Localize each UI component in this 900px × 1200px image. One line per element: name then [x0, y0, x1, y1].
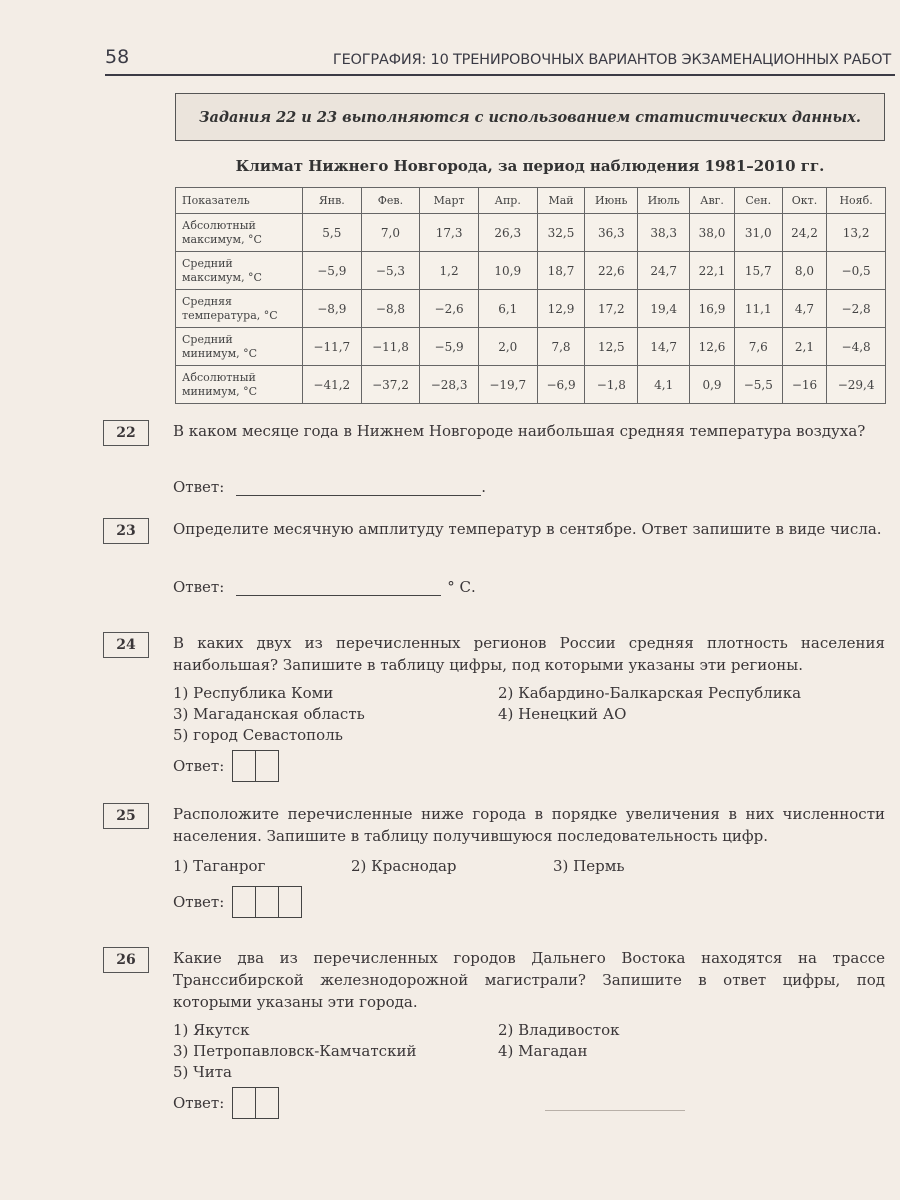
task-text: Расположите перечисленные ниже города в порядке увеличения в них численности населения. Запишите в таблицу получившуюся последовательность цифр. [173, 805, 885, 845]
table-cell: −41,2 [303, 366, 362, 404]
answer-cell[interactable] [233, 1088, 256, 1118]
row-label [176, 290, 303, 328]
column-header-month: Март [420, 188, 479, 214]
table-cell: 4,1 [638, 366, 690, 404]
table-cell: −8,8 [361, 290, 420, 328]
task-22 [103, 420, 893, 510]
table-cell: 38,3 [638, 214, 690, 252]
table-cell: 38,0 [690, 214, 735, 252]
answer-label: Ответ: [173, 478, 225, 496]
answer-input-line[interactable] [236, 579, 441, 596]
options-list [173, 1019, 885, 1089]
answer-label: Ответ: [173, 1094, 225, 1112]
column-header-month: Авг. [690, 188, 735, 214]
options-list [173, 682, 885, 752]
table-cell: 16,9 [690, 290, 735, 328]
row-label-line1: Абсолютный [182, 218, 256, 232]
task-number: 25 [103, 803, 149, 829]
table-cell: −11,8 [361, 328, 420, 366]
table-cell: 17,2 [585, 290, 638, 328]
column-header-month: Май [537, 188, 585, 214]
answer-cell[interactable] [233, 751, 256, 781]
table-cell: 17,3 [420, 214, 479, 252]
table-cell: −1,8 [585, 366, 638, 404]
table-cell: 24,7 [638, 252, 690, 290]
table-row [176, 366, 886, 404]
task-text: Определите месячную амплитуду температур в сентябре. Ответ запишите в виде числа. [173, 520, 882, 538]
answer-row [173, 478, 486, 496]
table-cell: 7,6 [734, 328, 782, 366]
answer-cells [232, 886, 302, 918]
answer-label: Ответ: [173, 578, 225, 596]
row-label [176, 252, 303, 290]
table-cell: 18,7 [537, 252, 585, 290]
options-list [173, 855, 885, 879]
column-header-month: Апр. [478, 188, 537, 214]
table-cell: 11,1 [734, 290, 782, 328]
option-item: 3) Магаданская область [173, 705, 365, 723]
row-label-line2: максимум, °С [182, 232, 262, 246]
answer-cells [232, 750, 279, 782]
column-header-month: Сен. [734, 188, 782, 214]
option-item: 4) Магадан [498, 1042, 588, 1060]
table-cell: 19,4 [638, 290, 690, 328]
table-cell: 24,2 [782, 214, 827, 252]
table-cell: 26,3 [478, 214, 537, 252]
answer-cell[interactable] [256, 751, 278, 781]
table-cell: −37,2 [361, 366, 420, 404]
row-label [176, 328, 303, 366]
table-cell: 12,5 [585, 328, 638, 366]
table-cell: −2,6 [420, 290, 479, 328]
table-cell: −4,8 [827, 328, 886, 366]
option-item: 3) Пермь [553, 857, 625, 875]
row-label-line2: минимум, °С [182, 346, 258, 360]
answer-label: Ответ: [173, 757, 225, 775]
column-header-month: Июнь [585, 188, 638, 214]
answer-cell[interactable] [233, 887, 256, 917]
instructions-box: Задания 22 и 23 выполняются с использованием статистических данных. [175, 93, 885, 141]
task-25 [103, 803, 893, 923]
task-number: 23 [103, 518, 149, 544]
table-cell: 12,6 [690, 328, 735, 366]
answer-cell[interactable] [279, 887, 301, 917]
table-row [176, 214, 886, 252]
option-item: 4) Ненецкий АО [498, 705, 627, 723]
task-23 [103, 518, 893, 608]
option-item: 5) Чита [173, 1063, 232, 1081]
option-item: 2) Кабардино-Балкарская Республика [498, 684, 802, 702]
table-header-row [176, 188, 886, 214]
table-cell: 1,2 [420, 252, 479, 290]
task-number: 22 [103, 420, 149, 446]
answer-row [173, 1087, 279, 1119]
table-cell: 4,7 [782, 290, 827, 328]
table-cell: 7,0 [361, 214, 420, 252]
answer-suffix: ° С. [447, 578, 476, 596]
option-item: 1) Таганрог [173, 857, 266, 875]
option-item: 5) город Севастополь [173, 726, 343, 744]
table-cell: 15,7 [734, 252, 782, 290]
table-cell: 12,9 [537, 290, 585, 328]
table-cell: 5,5 [303, 214, 362, 252]
table-cell: 0,9 [690, 366, 735, 404]
column-header-month: Окт. [782, 188, 827, 214]
table-cell: 7,8 [537, 328, 585, 366]
answer-cell[interactable] [256, 887, 279, 917]
table-cell: −11,7 [303, 328, 362, 366]
row-label-line2: температура, °С [182, 308, 278, 322]
page-number: 58 [105, 46, 130, 68]
column-header-month: Янв. [303, 188, 362, 214]
row-label-line1: Абсолютный [182, 370, 256, 384]
table-cell: −5,9 [303, 252, 362, 290]
table-cell: −19,7 [478, 366, 537, 404]
table-cell: −28,3 [420, 366, 479, 404]
table-cell: −0,5 [827, 252, 886, 290]
task-text: Какие два из перечисленных городов Дальнего Востока находятся на трассе Транссибирской железнодорожной магистрали? Запишите в ответ цифры, под которыми указаны эти города. [173, 949, 885, 1011]
table-row [176, 290, 886, 328]
answer-suffix: . [481, 478, 487, 496]
option-item: 3) Петропавловск-Камчатский [173, 1042, 417, 1060]
climate-table [175, 187, 886, 404]
table-cell: 10,9 [478, 252, 537, 290]
table-cell: 2,1 [782, 328, 827, 366]
answer-row [173, 886, 302, 918]
table-row [176, 328, 886, 366]
answer-row [173, 750, 279, 782]
row-label-line1: Средняя [182, 294, 232, 308]
table-cell: −5,3 [361, 252, 420, 290]
table-cell: −5,9 [420, 328, 479, 366]
task-26 [103, 947, 893, 1127]
table-cell: −16 [782, 366, 827, 404]
table-cell: 31,0 [734, 214, 782, 252]
table-row [176, 252, 886, 290]
column-header-month: Июль [638, 188, 690, 214]
page-header [105, 44, 895, 76]
row-label-line1: Средний [182, 256, 233, 270]
row-label-line1: Средний [182, 332, 233, 346]
option-item: 1) Республика Коми [173, 684, 334, 702]
table-cell: −8,9 [303, 290, 362, 328]
table-cell: 13,2 [827, 214, 886, 252]
row-label-line2: максимум, °С [182, 270, 262, 284]
answer-row [173, 578, 476, 596]
task-text: В каких двух из перечисленных регионов России средняя плотность населения наибольшая? Запишите в таблицу цифры, под которыми указаны эти регионы. [173, 634, 885, 674]
answer-cell[interactable] [256, 1088, 278, 1118]
option-item: 2) Владивосток [498, 1021, 620, 1039]
table-cell: 6,1 [478, 290, 537, 328]
task-text: В каком месяце года в Нижнем Новгороде наибольшая средняя температура воздуха? [173, 422, 866, 440]
task-number: 26 [103, 947, 149, 973]
answer-input-line[interactable] [236, 479, 481, 496]
table-cell: 8,0 [782, 252, 827, 290]
row-label-line2: минимум, °С [182, 384, 258, 398]
stray-rule [545, 1110, 685, 1111]
column-header-month: Нояб. [827, 188, 886, 214]
table-cell: −29,4 [827, 366, 886, 404]
option-item: 2) Краснодар [351, 857, 457, 875]
table-cell: 32,5 [537, 214, 585, 252]
table-cell: −5,5 [734, 366, 782, 404]
table-cell: −2,8 [827, 290, 886, 328]
table-title: Климат Нижнего Новгорода, за период наблюдения 1981–2010 гг. [235, 157, 825, 175]
table-cell: 2,0 [478, 328, 537, 366]
task-number: 24 [103, 632, 149, 658]
answer-label: Ответ: [173, 893, 225, 911]
running-title: ГЕОГРАФИЯ: 10 ТРЕНИРОВОЧНЫХ ВАРИАНТОВ ЭКЗАМЕНАЦИОННЫХ РАБОТ [332, 52, 891, 68]
row-label [176, 214, 303, 252]
table-cell: 22,6 [585, 252, 638, 290]
table-cell: 14,7 [638, 328, 690, 366]
column-header-month: Фев. [361, 188, 420, 214]
option-item: 1) Якутск [173, 1021, 250, 1039]
column-header-indicator: Показатель [176, 188, 303, 214]
table-cell: −6,9 [537, 366, 585, 404]
table-cell: 36,3 [585, 214, 638, 252]
answer-cells [232, 1087, 279, 1119]
task-24 [103, 632, 893, 782]
table-cell: 22,1 [690, 252, 735, 290]
row-label [176, 366, 303, 404]
